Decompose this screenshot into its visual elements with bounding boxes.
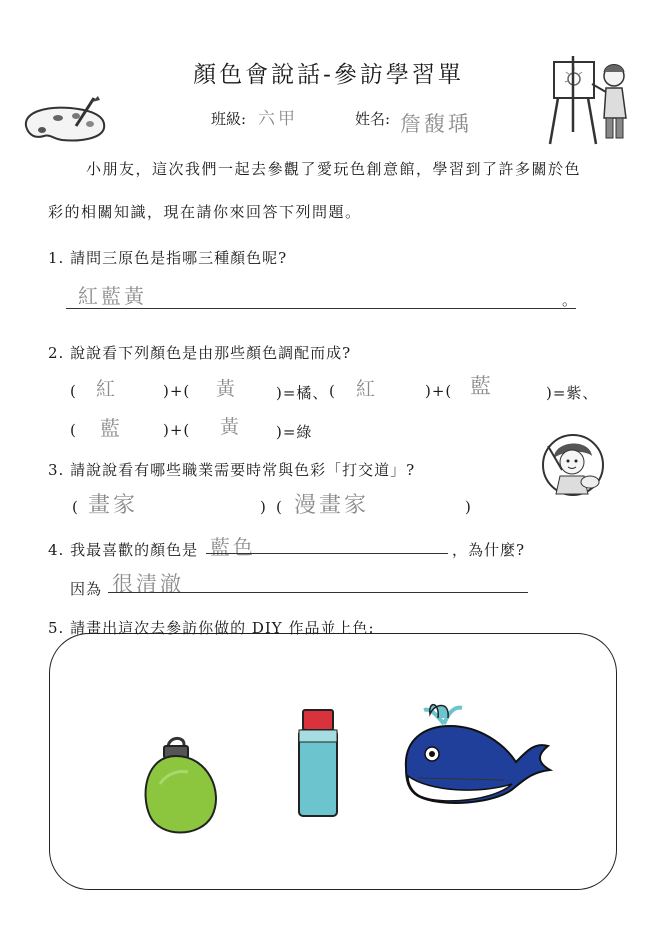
- painter-girl-icon: [540, 432, 606, 498]
- q4-reason-label: 因為: [70, 580, 103, 598]
- q2-row1-answer-a: 紅: [96, 378, 119, 400]
- painter-easel-icon: [548, 52, 638, 148]
- q3-paren-close-1: ): [260, 498, 267, 516]
- q3-answer-1: 畫家: [88, 493, 139, 518]
- question-3: 3. 請說說看有哪些職業需要時常與色彩「打交道」?: [48, 461, 416, 479]
- q2-row1-plus-1: )+(: [163, 382, 191, 400]
- q2-row2-answer-a: 藍: [100, 416, 123, 440]
- q1-answer: 紅藍黃: [78, 284, 147, 308]
- q3-paren-close-2: ): [465, 498, 472, 516]
- q2-row1-paren-open-2: (: [329, 382, 336, 400]
- q4-answer-line: [206, 553, 448, 554]
- palette-icon: [20, 96, 112, 148]
- class-label: 班級:: [211, 110, 247, 128]
- q2-row2-paren-open: (: [70, 421, 77, 439]
- q1-end-mark: 。: [562, 291, 579, 309]
- class-value: 六甲: [258, 109, 298, 129]
- q2-row1-result-purple: )=紫、: [546, 384, 599, 402]
- q2-row2-plus: )+(: [163, 421, 191, 439]
- question-5: 5. 請畫出這次去參訪你做的 DIY 作品並上色:: [48, 619, 375, 637]
- name-value: 詹馥瑀: [400, 112, 472, 136]
- question-4: 4. 我最喜歡的顏色是: [48, 541, 199, 559]
- q4-question-suffix: ，為什麼?: [452, 541, 526, 559]
- q2-row1-plus-2: )+(: [425, 382, 453, 400]
- q1-answer-line: [66, 308, 576, 309]
- intro-line-1: 小朋友，這次我們一起去參觀了愛玩色創意館，學習到了許多關於色: [86, 160, 582, 178]
- q2-row1-paren-open-1: (: [70, 382, 77, 400]
- q2-row2-answer-b: 黃: [220, 416, 243, 438]
- q3-paren-open-2: (: [276, 498, 283, 516]
- q4-reason: 很清澈: [112, 572, 184, 596]
- q2-row1-result-orange: )=橘、: [276, 384, 329, 402]
- q4-answer: 藍色: [210, 535, 256, 559]
- question-2: 2. 說說看下列顏色是由那些顏色調配而成?: [48, 344, 352, 362]
- q3-paren-open-1: (: [72, 498, 79, 516]
- intro-line-2: 彩的相關知識，現在請你來回答下列問題。: [48, 203, 362, 221]
- q2-row1-answer-b: 黃: [216, 378, 239, 400]
- name-label: 姓名:: [355, 110, 391, 128]
- q3-answer-2: 漫畫家: [294, 493, 370, 518]
- bottle-drawing: [295, 708, 343, 820]
- question-1: 1. 請問三原色是指哪三種顏色呢?: [48, 249, 288, 267]
- page-title: 顏色會說話-參訪學習單: [193, 62, 464, 88]
- q2-row1-answer-c: 紅: [356, 378, 379, 400]
- q2-row1-answer-d: 藍: [470, 374, 494, 398]
- ornament-drawing: [138, 734, 228, 844]
- q4-reason-line: [108, 592, 528, 593]
- q2-row2-result-green: )=綠: [276, 423, 313, 441]
- whale-drawing: [400, 696, 560, 812]
